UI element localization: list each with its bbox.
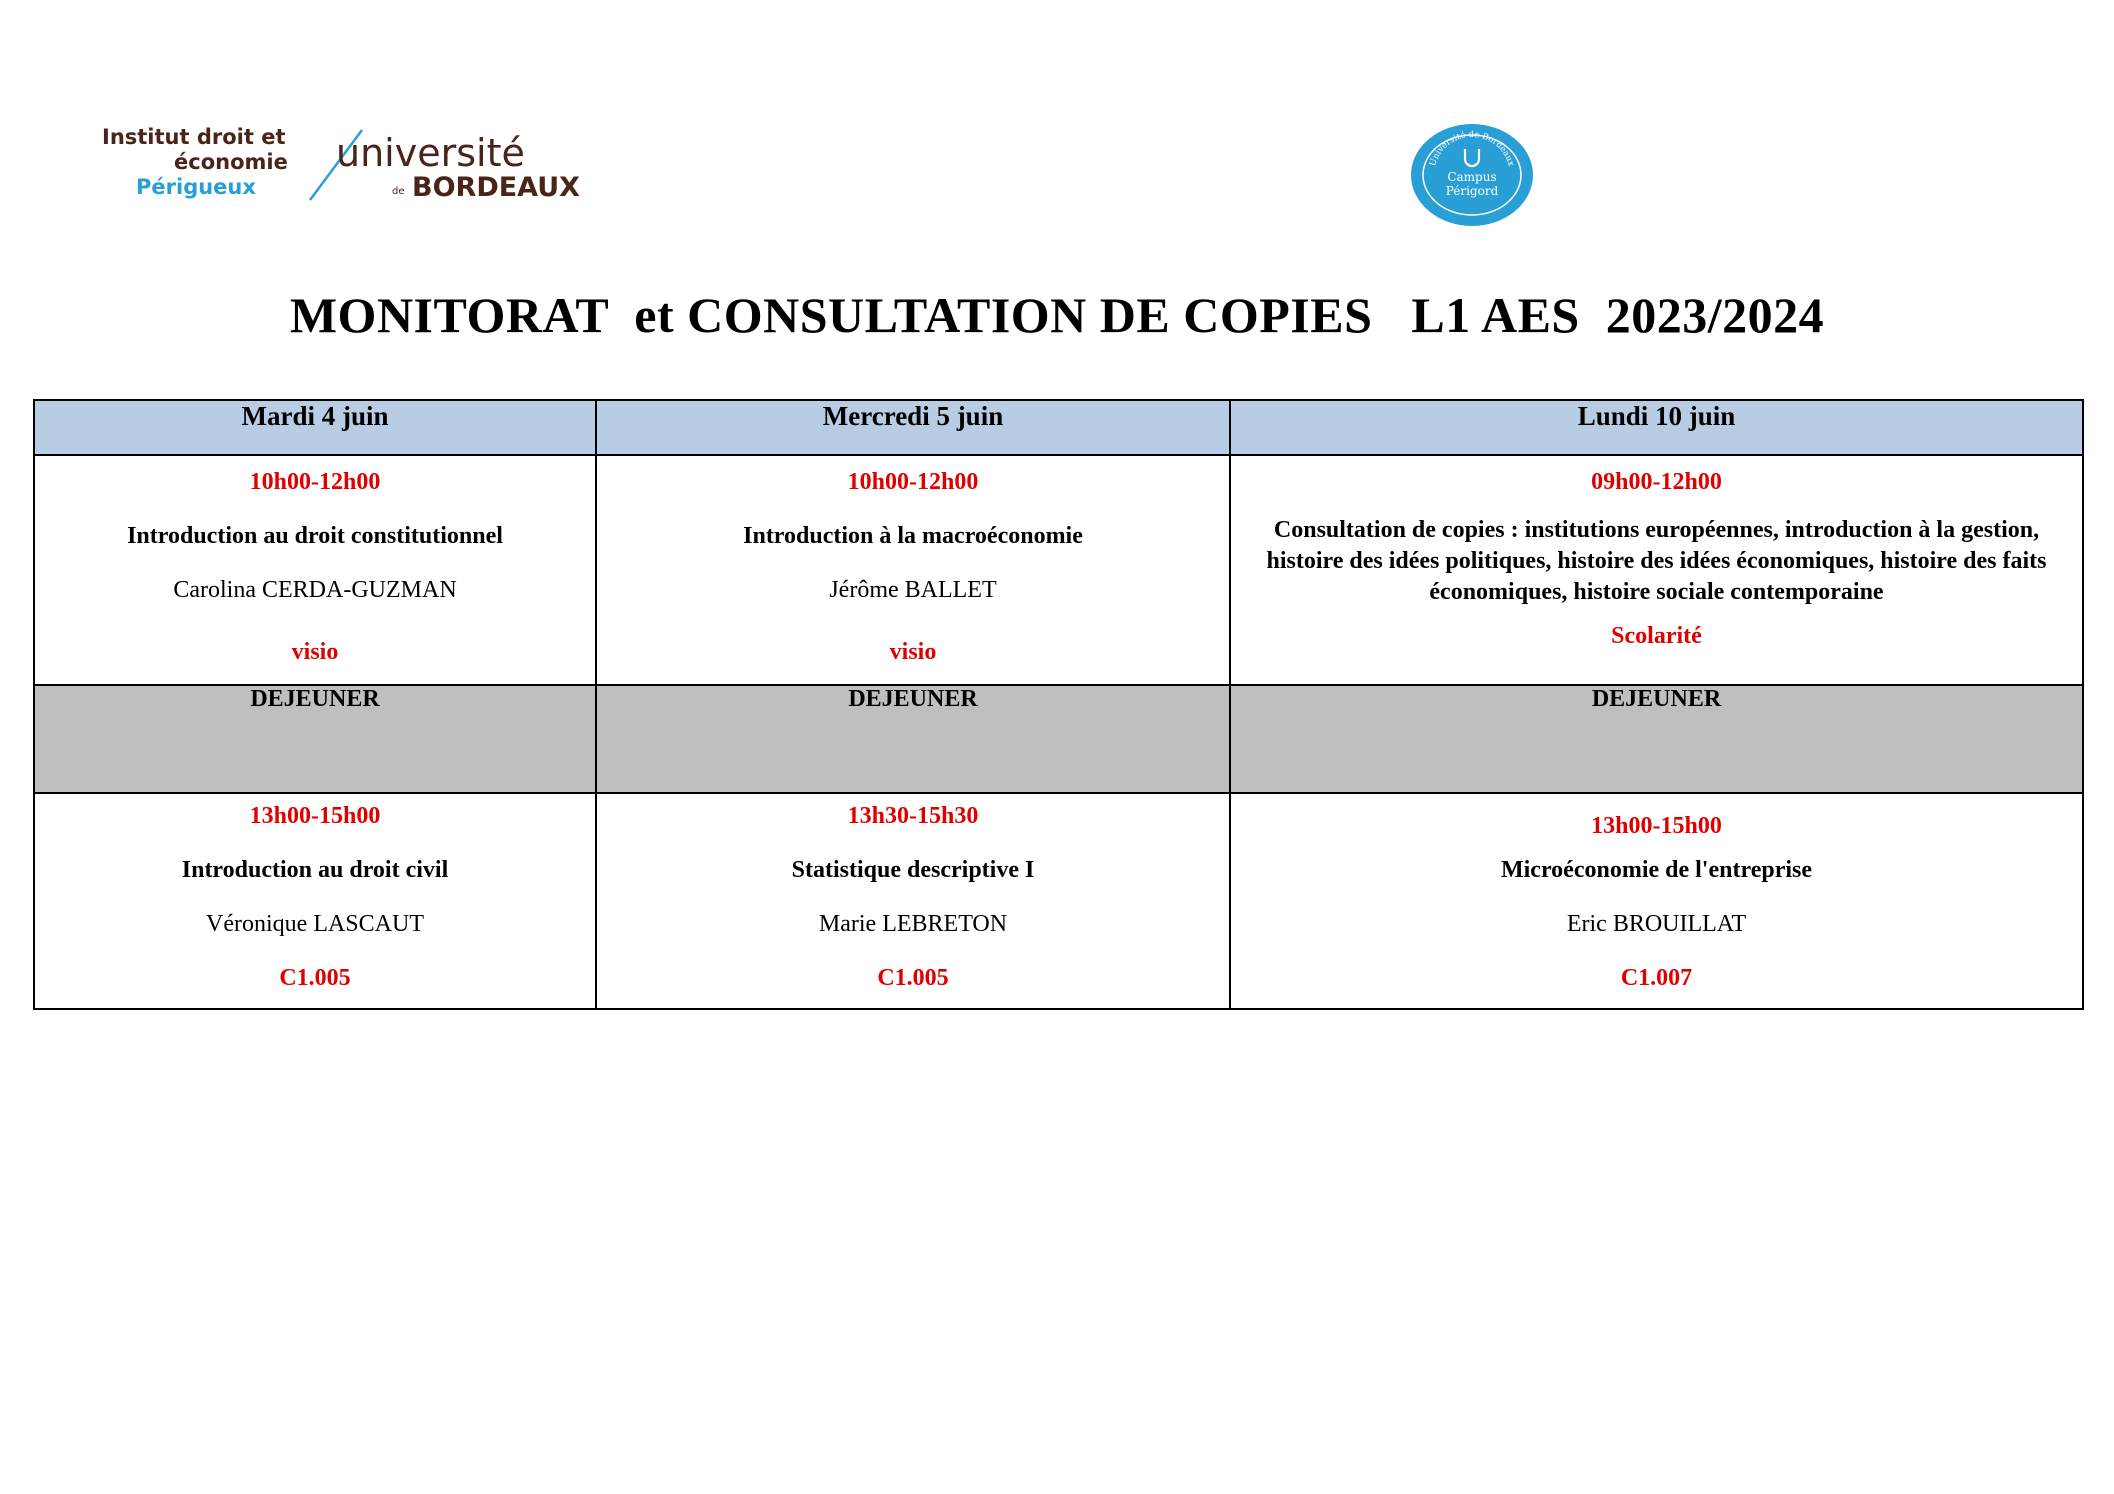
- session-cell: [1230, 793, 2083, 1009]
- session-room: C1.005: [279, 965, 351, 991]
- session-room: C1.005: [877, 965, 949, 991]
- day-header-wednesday: Mercredi 5 juin: [596, 400, 1230, 455]
- session-cell: [596, 455, 1230, 685]
- schedule-table: [33, 399, 2084, 1010]
- session-room: Scolarité: [1611, 623, 1702, 649]
- session-course: Introduction au droit constitutionnel: [127, 523, 503, 549]
- session-room: visio: [889, 639, 937, 665]
- logo-institut-line2: économie: [174, 150, 288, 174]
- afternoon-row: [34, 793, 2083, 1009]
- logo-brand-universite: université: [336, 131, 525, 175]
- lunch-cell: DEJEUNER: [34, 685, 596, 793]
- session-teacher: Carolina CERDA-GUZMAN: [173, 577, 457, 603]
- session-time: 13h00-15h00: [249, 803, 381, 829]
- session-cell: [34, 793, 596, 1009]
- session-room: visio: [291, 639, 339, 665]
- session-cell: [1230, 455, 2083, 685]
- day-header-row: [34, 400, 2083, 455]
- lunch-row: [34, 685, 2083, 793]
- day-header-tuesday: Mardi 4 juin: [34, 400, 596, 455]
- universite-bordeaux-logo: [100, 122, 620, 206]
- seal-line1: Campus: [1447, 170, 1497, 184]
- session-time: 13h00-15h00: [1591, 813, 1722, 839]
- seal-ring-text: Université de Bordeaux: [1428, 129, 1516, 168]
- logo-brand-de: de: [392, 186, 405, 197]
- seal-line2: Périgord: [1445, 184, 1499, 198]
- logo-institut-line1: Institut droit et: [102, 125, 286, 149]
- session-course: Consultation de copies : institutions européennes, introduction à la gestion, histoire des idées politiques, histoire des idées économiques, histoire des faits économiques, histoire sociale contemporaine: [1266, 517, 2047, 605]
- campus-perigord-seal: [1410, 123, 1534, 227]
- session-course: Microéconomie de l'entreprise: [1500, 857, 1812, 883]
- session-teacher: Eric BROUILLAT: [1566, 911, 1747, 937]
- session-course: Introduction à la macroéconomie: [743, 523, 1083, 549]
- session-time: 10h00-12h00: [847, 469, 979, 495]
- day-header-monday: Lundi 10 juin: [1230, 400, 2083, 455]
- logo-brand-bordeaux: BORDEAUX: [412, 172, 580, 203]
- lunch-cell: DEJEUNER: [596, 685, 1230, 793]
- morning-row: [34, 455, 2083, 685]
- session-course: Introduction au droit civil: [181, 857, 449, 883]
- session-room: C1.007: [1620, 965, 1693, 991]
- session-teacher: Véronique LASCAUT: [206, 911, 424, 937]
- session-time: 09h00-12h00: [1591, 469, 1722, 495]
- session-teacher: Jérôme BALLET: [829, 577, 997, 603]
- session-time: 10h00-12h00: [249, 469, 381, 495]
- session-time: 13h30-15h30: [847, 803, 979, 829]
- lunch-cell: DEJEUNER: [1230, 685, 2083, 793]
- session-cell: [596, 793, 1230, 1009]
- page-title: MONITORAT et CONSULTATION DE COPIES L1 AES 2023/2024: [289, 287, 1825, 343]
- logo-institut-line3: Périgueux: [136, 175, 256, 199]
- session-teacher: Marie LEBRETON: [818, 911, 1008, 937]
- session-cell: [34, 455, 596, 685]
- session-course: Statistique descriptive I: [791, 857, 1035, 883]
